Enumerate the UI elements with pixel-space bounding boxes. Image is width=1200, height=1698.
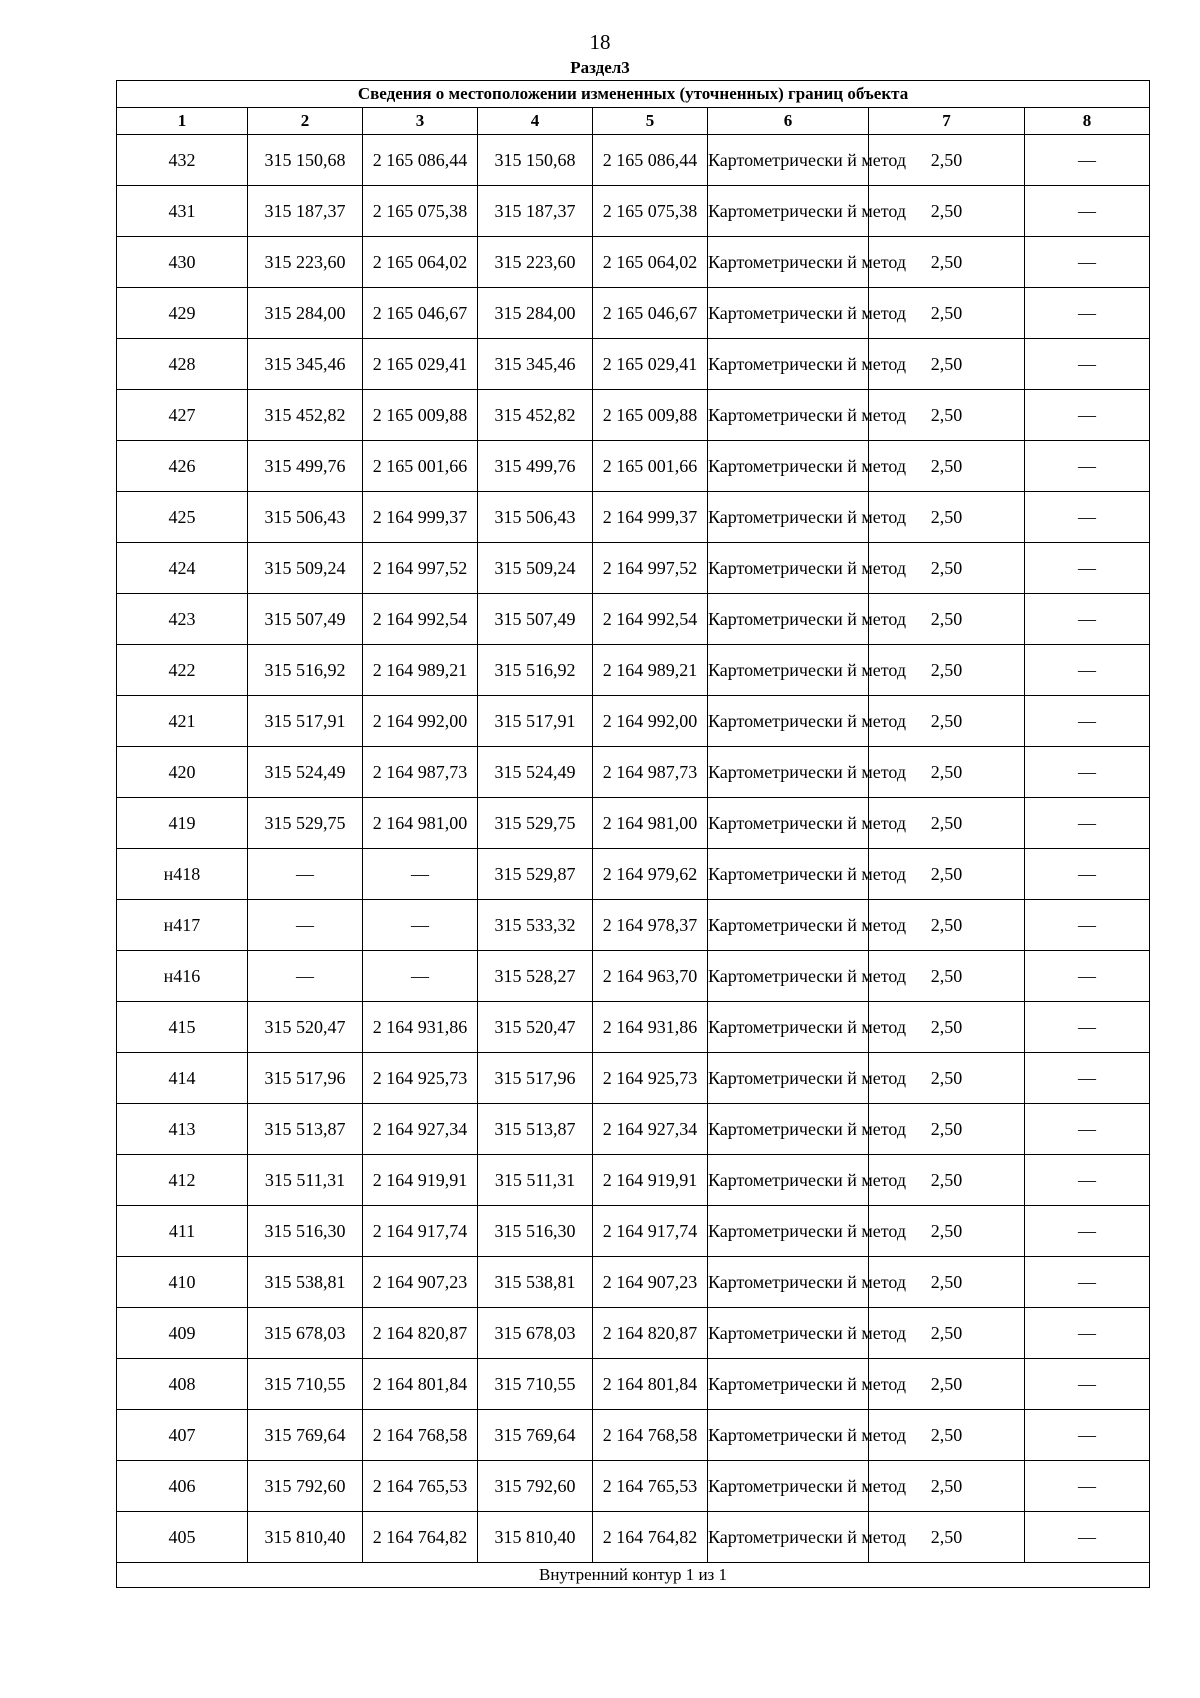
x-new-cell: 315 345,46 [478, 339, 593, 390]
method-cell: Картометрически й метод [708, 492, 869, 543]
table-row [117, 1053, 1150, 1104]
x-new-cell: 315 516,92 [478, 645, 593, 696]
x-new-cell: 315 513,87 [478, 1104, 593, 1155]
table-row [117, 1359, 1150, 1410]
y-existing-cell: 2 164 801,84 [363, 1359, 478, 1410]
x-existing-cell: 315 517,96 [248, 1053, 363, 1104]
accuracy-cell: 2,50 [869, 339, 1025, 390]
method-cell: Картометрически й метод [708, 1512, 869, 1563]
accuracy-cell: 2,50 [869, 645, 1025, 696]
point-id-cell: 424 [117, 543, 248, 594]
method-cell: Картометрически й метод [708, 1053, 869, 1104]
x-existing-cell: 315 810,40 [248, 1512, 363, 1563]
accuracy-cell: 2,50 [869, 1512, 1025, 1563]
y-new-cell: 2 165 029,41 [593, 339, 708, 390]
x-existing-cell: 315 187,37 [248, 186, 363, 237]
y-existing-cell: 2 164 999,37 [363, 492, 478, 543]
x-new-cell: 315 538,81 [478, 1257, 593, 1308]
table-row [117, 951, 1150, 1002]
y-new-cell: 2 164 978,37 [593, 900, 708, 951]
accuracy-cell: 2,50 [869, 390, 1025, 441]
note-cell: — [1025, 1512, 1150, 1563]
x-new-cell: 315 517,91 [478, 696, 593, 747]
y-new-cell: 2 164 997,52 [593, 543, 708, 594]
accuracy-cell: 2,50 [869, 1206, 1025, 1257]
note-cell: — [1025, 798, 1150, 849]
y-existing-cell: 2 165 086,44 [363, 135, 478, 186]
method-cell: Картометрически й метод [708, 1104, 869, 1155]
point-id-cell: 415 [117, 1002, 248, 1053]
accuracy-cell: 2,50 [869, 1359, 1025, 1410]
y-existing-cell: — [363, 849, 478, 900]
table-row [117, 441, 1150, 492]
accuracy-cell: 2,50 [869, 594, 1025, 645]
method-cell: Картометрически й метод [708, 951, 869, 1002]
x-new-cell: 315 452,82 [478, 390, 593, 441]
note-cell: — [1025, 594, 1150, 645]
y-new-cell: 2 164 992,00 [593, 696, 708, 747]
column-header: 2 [248, 108, 363, 135]
y-existing-cell: 2 164 919,91 [363, 1155, 478, 1206]
note-cell: — [1025, 339, 1150, 390]
method-cell: Картометрически й метод [708, 135, 869, 186]
table-row [117, 543, 1150, 594]
note-cell: — [1025, 1155, 1150, 1206]
y-existing-cell: 2 164 931,86 [363, 1002, 478, 1053]
point-id-cell: 407 [117, 1410, 248, 1461]
note-cell: — [1025, 288, 1150, 339]
y-new-cell: 2 165 009,88 [593, 390, 708, 441]
x-existing-cell: 315 517,91 [248, 696, 363, 747]
accuracy-cell: 2,50 [869, 951, 1025, 1002]
accuracy-cell: 2,50 [869, 135, 1025, 186]
table-footer: Внутренний контур 1 из 1 [117, 1563, 1150, 1588]
table-row [117, 900, 1150, 951]
y-existing-cell: 2 164 925,73 [363, 1053, 478, 1104]
table-row [117, 339, 1150, 390]
method-cell: Картометрически й метод [708, 849, 869, 900]
x-existing-cell: 315 509,24 [248, 543, 363, 594]
table-row [117, 186, 1150, 237]
x-existing-cell: 315 769,64 [248, 1410, 363, 1461]
point-id-cell: 427 [117, 390, 248, 441]
x-existing-cell: 315 524,49 [248, 747, 363, 798]
accuracy-cell: 2,50 [869, 849, 1025, 900]
y-new-cell: 2 165 064,02 [593, 237, 708, 288]
note-cell: — [1025, 135, 1150, 186]
y-existing-cell: 2 164 997,52 [363, 543, 478, 594]
method-cell: Картометрически й метод [708, 747, 869, 798]
column-header: 1 [117, 108, 248, 135]
x-new-cell: 315 517,96 [478, 1053, 593, 1104]
table-row [117, 1410, 1150, 1461]
x-existing-cell: 315 345,46 [248, 339, 363, 390]
table-row [117, 237, 1150, 288]
note-cell: — [1025, 186, 1150, 237]
method-cell: Картометрически й метод [708, 441, 869, 492]
x-new-cell: 315 499,76 [478, 441, 593, 492]
x-existing-cell: 315 529,75 [248, 798, 363, 849]
x-new-cell: 315 284,00 [478, 288, 593, 339]
point-id-cell: 412 [117, 1155, 248, 1206]
y-existing-cell: 2 164 765,53 [363, 1461, 478, 1512]
accuracy-cell: 2,50 [869, 288, 1025, 339]
note-cell: — [1025, 492, 1150, 543]
method-cell: Картометрически й метод [708, 645, 869, 696]
note-cell: — [1025, 1002, 1150, 1053]
y-new-cell: 2 164 999,37 [593, 492, 708, 543]
accuracy-cell: 2,50 [869, 747, 1025, 798]
accuracy-cell: 2,50 [869, 186, 1025, 237]
point-id-cell: 414 [117, 1053, 248, 1104]
point-id-cell: 425 [117, 492, 248, 543]
note-cell: — [1025, 1410, 1150, 1461]
x-new-cell: 315 529,75 [478, 798, 593, 849]
method-cell: Картометрически й метод [708, 696, 869, 747]
coordinates-table [116, 80, 1150, 1588]
x-existing-cell: 315 511,31 [248, 1155, 363, 1206]
point-id-cell: 429 [117, 288, 248, 339]
method-cell: Картометрически й метод [708, 1155, 869, 1206]
point-id-cell: 431 [117, 186, 248, 237]
note-cell: — [1025, 1104, 1150, 1155]
x-existing-cell: 315 516,30 [248, 1206, 363, 1257]
accuracy-cell: 2,50 [869, 1308, 1025, 1359]
y-new-cell: 2 164 917,74 [593, 1206, 708, 1257]
table-title: Сведения о местоположении измененных (уточненных) границ объекта [117, 81, 1150, 108]
table-row [117, 1002, 1150, 1053]
note-cell: — [1025, 747, 1150, 798]
table-row [117, 1155, 1150, 1206]
table-row [117, 1104, 1150, 1155]
method-cell: Картометрически й метод [708, 1002, 869, 1053]
y-new-cell: 2 164 979,62 [593, 849, 708, 900]
y-existing-cell: 2 165 001,66 [363, 441, 478, 492]
point-id-cell: 428 [117, 339, 248, 390]
method-cell: Картометрически й метод [708, 339, 869, 390]
accuracy-cell: 2,50 [869, 441, 1025, 492]
accuracy-cell: 2,50 [869, 900, 1025, 951]
table-row [117, 696, 1150, 747]
x-new-cell: 315 509,24 [478, 543, 593, 594]
x-existing-cell: 315 678,03 [248, 1308, 363, 1359]
y-new-cell: 2 164 765,53 [593, 1461, 708, 1512]
method-cell: Картометрически й метод [708, 900, 869, 951]
y-new-cell: 2 164 931,86 [593, 1002, 708, 1053]
point-id-cell: н417 [117, 900, 248, 951]
column-header: 3 [363, 108, 478, 135]
point-id-cell: 432 [117, 135, 248, 186]
accuracy-cell: 2,50 [869, 1461, 1025, 1512]
x-new-cell: 315 769,64 [478, 1410, 593, 1461]
x-new-cell: 315 524,49 [478, 747, 593, 798]
point-id-cell: 409 [117, 1308, 248, 1359]
x-new-cell: 315 710,55 [478, 1359, 593, 1410]
x-existing-cell: 315 506,43 [248, 492, 363, 543]
method-cell: Картометрически й метод [708, 594, 869, 645]
note-cell: — [1025, 441, 1150, 492]
x-existing-cell: 315 792,60 [248, 1461, 363, 1512]
point-id-cell: 405 [117, 1512, 248, 1563]
x-new-cell: 315 520,47 [478, 1002, 593, 1053]
column-header: 4 [478, 108, 593, 135]
y-existing-cell: 2 164 820,87 [363, 1308, 478, 1359]
table-row [117, 1512, 1150, 1563]
note-cell: — [1025, 1359, 1150, 1410]
accuracy-cell: 2,50 [869, 1410, 1025, 1461]
y-existing-cell: 2 165 064,02 [363, 237, 478, 288]
x-new-cell: 315 528,27 [478, 951, 593, 1002]
column-header: 7 [869, 108, 1025, 135]
y-new-cell: 2 164 907,23 [593, 1257, 708, 1308]
accuracy-cell: 2,50 [869, 798, 1025, 849]
note-cell: — [1025, 390, 1150, 441]
x-new-cell: 315 150,68 [478, 135, 593, 186]
column-header: 8 [1025, 108, 1150, 135]
x-existing-cell: — [248, 849, 363, 900]
method-cell: Картометрически й метод [708, 288, 869, 339]
y-existing-cell: 2 164 992,00 [363, 696, 478, 747]
table-row [117, 849, 1150, 900]
note-cell: — [1025, 645, 1150, 696]
point-id-cell: н418 [117, 849, 248, 900]
method-cell: Картометрически й метод [708, 798, 869, 849]
point-id-cell: 408 [117, 1359, 248, 1410]
accuracy-cell: 2,50 [869, 492, 1025, 543]
y-new-cell: 2 164 801,84 [593, 1359, 708, 1410]
y-new-cell: 2 164 764,82 [593, 1512, 708, 1563]
table-row [117, 1257, 1150, 1308]
x-new-cell: 315 223,60 [478, 237, 593, 288]
note-cell: — [1025, 543, 1150, 594]
y-new-cell: 2 164 820,87 [593, 1308, 708, 1359]
x-new-cell: 315 516,30 [478, 1206, 593, 1257]
y-new-cell: 2 164 981,00 [593, 798, 708, 849]
y-existing-cell: 2 164 917,74 [363, 1206, 478, 1257]
x-new-cell: 315 810,40 [478, 1512, 593, 1563]
x-new-cell: 315 511,31 [478, 1155, 593, 1206]
method-cell: Картометрически й метод [708, 1461, 869, 1512]
table-row [117, 1461, 1150, 1512]
accuracy-cell: 2,50 [869, 1257, 1025, 1308]
note-cell: — [1025, 951, 1150, 1002]
table-row [117, 1206, 1150, 1257]
accuracy-cell: 2,50 [869, 543, 1025, 594]
x-new-cell: 315 506,43 [478, 492, 593, 543]
y-new-cell: 2 164 989,21 [593, 645, 708, 696]
method-cell: Картометрически й метод [708, 543, 869, 594]
y-new-cell: 2 165 086,44 [593, 135, 708, 186]
table-row [117, 1308, 1150, 1359]
note-cell: — [1025, 696, 1150, 747]
method-cell: Картометрически й метод [708, 237, 869, 288]
note-cell: — [1025, 900, 1150, 951]
method-cell: Картометрически й метод [708, 1359, 869, 1410]
y-existing-cell: 2 165 046,67 [363, 288, 478, 339]
y-existing-cell: 2 164 981,00 [363, 798, 478, 849]
y-new-cell: 2 165 075,38 [593, 186, 708, 237]
y-existing-cell: 2 165 029,41 [363, 339, 478, 390]
x-new-cell: 315 678,03 [478, 1308, 593, 1359]
y-new-cell: 2 165 001,66 [593, 441, 708, 492]
method-cell: Картометрически й метод [708, 1308, 869, 1359]
note-cell: — [1025, 1461, 1150, 1512]
point-id-cell: 411 [117, 1206, 248, 1257]
point-id-cell: 420 [117, 747, 248, 798]
table-row [117, 288, 1150, 339]
table-row [117, 492, 1150, 543]
note-cell: — [1025, 1206, 1150, 1257]
y-existing-cell: — [363, 900, 478, 951]
accuracy-cell: 2,50 [869, 1053, 1025, 1104]
note-cell: — [1025, 1308, 1150, 1359]
point-id-cell: 419 [117, 798, 248, 849]
page-number: 18 [589, 30, 611, 54]
x-existing-cell: — [248, 900, 363, 951]
point-id-cell: 423 [117, 594, 248, 645]
x-existing-cell: 315 520,47 [248, 1002, 363, 1053]
y-existing-cell: 2 164 907,23 [363, 1257, 478, 1308]
x-existing-cell: 315 516,92 [248, 645, 363, 696]
y-new-cell: 2 164 963,70 [593, 951, 708, 1002]
accuracy-cell: 2,50 [869, 1104, 1025, 1155]
table-row [117, 747, 1150, 798]
table-row [117, 645, 1150, 696]
method-cell: Картометрически й метод [708, 1257, 869, 1308]
y-existing-cell: 2 165 009,88 [363, 390, 478, 441]
point-id-cell: 430 [117, 237, 248, 288]
x-existing-cell: 315 150,68 [248, 135, 363, 186]
x-existing-cell: 315 452,82 [248, 390, 363, 441]
accuracy-cell: 2,50 [869, 1155, 1025, 1206]
y-new-cell: 2 164 987,73 [593, 747, 708, 798]
note-cell: — [1025, 1257, 1150, 1308]
y-new-cell: 2 164 927,34 [593, 1104, 708, 1155]
point-id-cell: 410 [117, 1257, 248, 1308]
y-existing-cell: 2 164 764,82 [363, 1512, 478, 1563]
method-cell: Картометрически й метод [708, 1206, 869, 1257]
y-existing-cell: 2 164 989,21 [363, 645, 478, 696]
note-cell: — [1025, 237, 1150, 288]
x-new-cell: 315 792,60 [478, 1461, 593, 1512]
note-cell: — [1025, 849, 1150, 900]
column-header: 6 [708, 108, 869, 135]
y-new-cell: 2 164 768,58 [593, 1410, 708, 1461]
x-existing-cell: 315 538,81 [248, 1257, 363, 1308]
method-cell: Картометрически й метод [708, 186, 869, 237]
x-existing-cell: 315 710,55 [248, 1359, 363, 1410]
table-row [117, 390, 1150, 441]
table-row [117, 798, 1150, 849]
accuracy-cell: 2,50 [869, 1002, 1025, 1053]
y-existing-cell: 2 164 927,34 [363, 1104, 478, 1155]
point-id-cell: 422 [117, 645, 248, 696]
x-existing-cell: 315 513,87 [248, 1104, 363, 1155]
method-cell: Картометрически й метод [708, 1410, 869, 1461]
y-existing-cell: 2 165 075,38 [363, 186, 478, 237]
method-cell: Картометрически й метод [708, 390, 869, 441]
accuracy-cell: 2,50 [869, 696, 1025, 747]
x-new-cell: 315 187,37 [478, 186, 593, 237]
point-id-cell: н416 [117, 951, 248, 1002]
x-new-cell: 315 533,32 [478, 900, 593, 951]
note-cell: — [1025, 1053, 1150, 1104]
y-existing-cell: 2 164 992,54 [363, 594, 478, 645]
point-id-cell: 426 [117, 441, 248, 492]
x-existing-cell: 315 223,60 [248, 237, 363, 288]
x-existing-cell: 315 499,76 [248, 441, 363, 492]
y-new-cell: 2 164 919,91 [593, 1155, 708, 1206]
y-existing-cell: — [363, 951, 478, 1002]
y-new-cell: 2 164 992,54 [593, 594, 708, 645]
x-existing-cell: 315 284,00 [248, 288, 363, 339]
y-new-cell: 2 165 046,67 [593, 288, 708, 339]
x-new-cell: 315 507,49 [478, 594, 593, 645]
y-existing-cell: 2 164 987,73 [363, 747, 478, 798]
point-id-cell: 406 [117, 1461, 248, 1512]
section-title: Раздел3 [570, 58, 630, 77]
y-existing-cell: 2 164 768,58 [363, 1410, 478, 1461]
point-id-cell: 413 [117, 1104, 248, 1155]
table-row [117, 135, 1150, 186]
point-id-cell: 421 [117, 696, 248, 747]
accuracy-cell: 2,50 [869, 237, 1025, 288]
x-new-cell: 315 529,87 [478, 849, 593, 900]
x-existing-cell: 315 507,49 [248, 594, 363, 645]
x-existing-cell: — [248, 951, 363, 1002]
table-row [117, 594, 1150, 645]
y-new-cell: 2 164 925,73 [593, 1053, 708, 1104]
column-header: 5 [593, 108, 708, 135]
